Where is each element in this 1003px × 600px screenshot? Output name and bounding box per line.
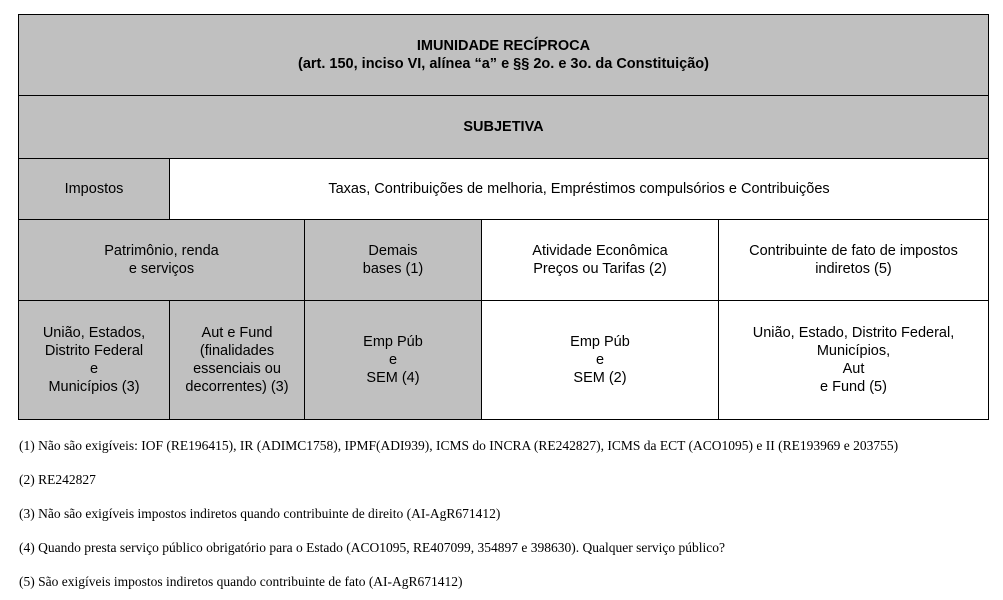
footnote-2: (2) RE242827 — [19, 472, 96, 487]
aut-fund-cell: Aut e Fund (finalidades essenciais ou decorrentes) (3) — [169, 300, 305, 420]
atividade-economica-cell: Atividade Econômica Preços ou Tarifas (2) — [481, 219, 719, 301]
title-line-1: IMUNIDADE RECÍPROCA — [416, 38, 591, 54]
emp-pub-sem-4-cell: Emp Púb e SEM (4) — [304, 300, 482, 420]
contribuinte-fato-cell: Contribuinte de fato de impostos indiretos (5) — [718, 219, 989, 301]
footnote-1: (1) Não são exigíveis: IOF (RE196415), IR (ADIMC1758), IPMF(ADI939), ICMS do INCRA (RE242827), ICMS da ECT (ACO1095) e II (RE193969 e 203755) — [19, 438, 899, 453]
footnote-3: (3) Não são exigíveis impostos indiretos quando contribuinte de direito (AI-AgR671412) — [19, 506, 501, 521]
table-title — [18, 14, 989, 96]
uniao-estados-cell: União, Estados, Distrito Federal e Municípios (3) — [18, 300, 170, 420]
emp-pub-sem-2-cell: Emp Púb e SEM (2) — [481, 300, 719, 420]
uniao-fato-cell: União, Estado, Distrito Federal, Municípios, Aut e Fund (5) — [718, 300, 989, 420]
demais-bases-cell: Demais bases (1) — [304, 219, 482, 301]
title-line-2: (art. 150, inciso VI, alínea “a” e §§ 2o. e 3o. da Constituição) — [298, 56, 709, 72]
subjective-header: SUBJETIVA — [18, 95, 989, 159]
footnote-5: (5) São exigíveis impostos indiretos quando contribuinte de fato (AI-AgR671412) — [19, 574, 463, 589]
patrimonio-cell: Patrimônio, renda e serviços — [18, 219, 305, 301]
impostos-cell: Impostos — [18, 158, 170, 220]
immunity-table — [18, 14, 989, 420]
other-tributes-cell: Taxas, Contribuições de melhoria, Empréstimos compulsórios e Contribuições — [169, 158, 989, 220]
footnote-4: (4) Quando presta serviço público obrigatório para o Estado (ACO1095, RE407099, 354897 e 398630). Qualquer serviço público? — [19, 540, 725, 555]
